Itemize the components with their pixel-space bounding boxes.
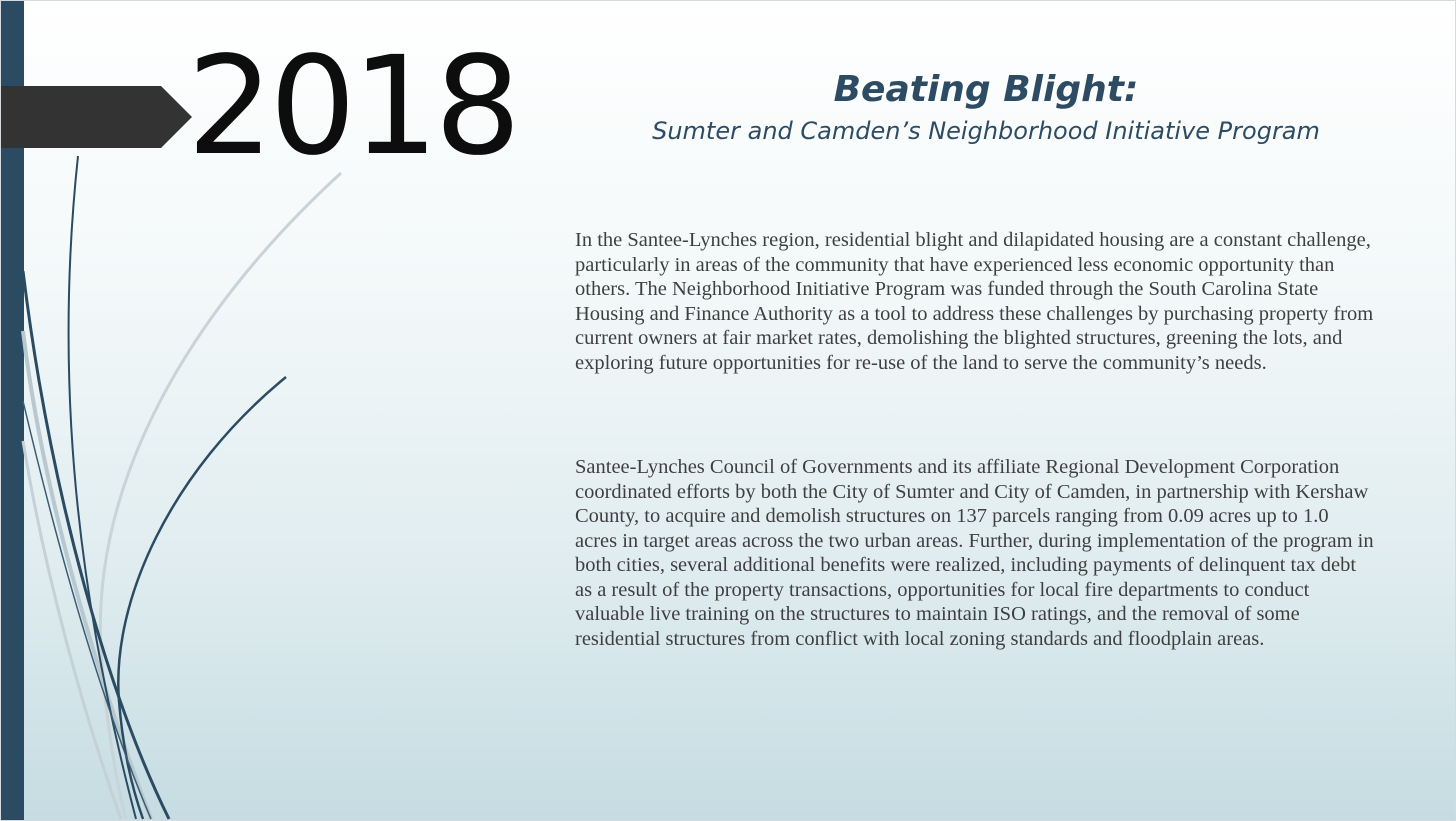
swoosh-light-1: [100, 173, 341, 819]
swoosh-dark-3: [118, 377, 286, 819]
year-heading: 2018: [187, 28, 518, 186]
body-paragraph-2: Santee-Lynches Council of Governments and its affiliate Regional Development Corporation coordinated efforts by both the City of Sumter and City of Camden, in partnership with Kershaw County, to acquire and demolish structures on 137 parcels ranging from 0.09 acres up to 1.0 acres in target areas across the two urban areas. Further, during implementation of the program in both cities, several additional benefits were realized, including payments of delinquent tax debt as a result of the property transactions, opportunities for local fire departments to conduct valuable live training on the structures to maintain ISO ratings, and the removal of some residential structures from conflict with local zoning standards and floodplain areas.: [575, 456, 1374, 650]
year-tag-arrow: [1, 86, 193, 148]
swoosh-light-3: [23, 441, 121, 819]
slide-title: Beating Blight:: [833, 69, 1139, 110]
slide-subtitle: Sumter and Camden’s Neighborhood Initiative Program: [652, 117, 1320, 145]
body-paragraph-1: In the Santee-Lynches region, residential blight and dilapidated housing are a constant challenge, particularly in areas of the community that have experienced less economic opportunity than others. The Neighborhood Initiative Program was funded through the South Carolina State Housing and Finance Authority as a tool to address these challenges by purchasing property from current owners at fair market rates, demolishing the blighted structures, greening the lots, and exploring future opportunities for re-use of the land to serve the community’s needs.: [575, 229, 1374, 374]
swoosh-dark-2: [23, 271, 169, 819]
